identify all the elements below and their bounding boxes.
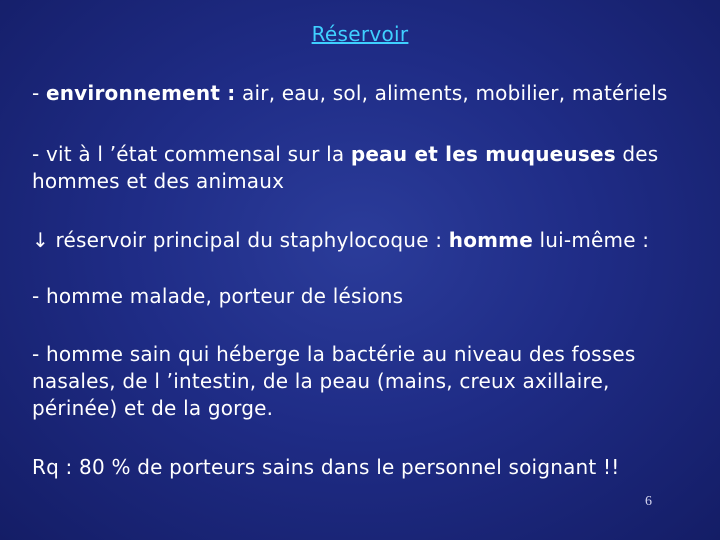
paragraph-remark: Rq : 80 % de porteurs sains dans le personnel soignant !! — [32, 455, 620, 479]
paragraph-environment — [32, 80, 692, 107]
p3-text-before: réservoir principal du staphylocoque : — [48, 228, 449, 252]
p1-prefix: - — [32, 81, 46, 105]
p2-prefix: - vit à l ’état commensal sur la — [32, 142, 351, 166]
p2-bold-term: peau et les muqueuses — [350, 142, 616, 166]
p1-bold-term: environnement : — [45, 81, 236, 105]
p3-text-after: lui-même : — [532, 228, 650, 252]
paragraph-healthy-man: - homme sain qui héberge la bactérie au niveau des fosses nasales, de l ’intestin, de la peau (mains, creux axillaire, périnée) et de la gorge. — [32, 342, 636, 420]
paragraph-sick-man: - homme malade, porteur de lésions — [32, 284, 404, 308]
slide-title: Réservoir — [311, 22, 409, 46]
p1-rest: air, eau, sol, aliments, mobilier, matériels — [235, 81, 668, 105]
down-arrow-icon: ↓ — [32, 228, 49, 252]
paragraph-commensal — [32, 141, 692, 195]
p3-bold-term: homme — [448, 228, 533, 252]
page-number: 6 — [645, 494, 652, 509]
paragraph-main-reservoir — [32, 227, 692, 254]
p2-rest: des hommes et des animaux — [32, 142, 659, 193]
